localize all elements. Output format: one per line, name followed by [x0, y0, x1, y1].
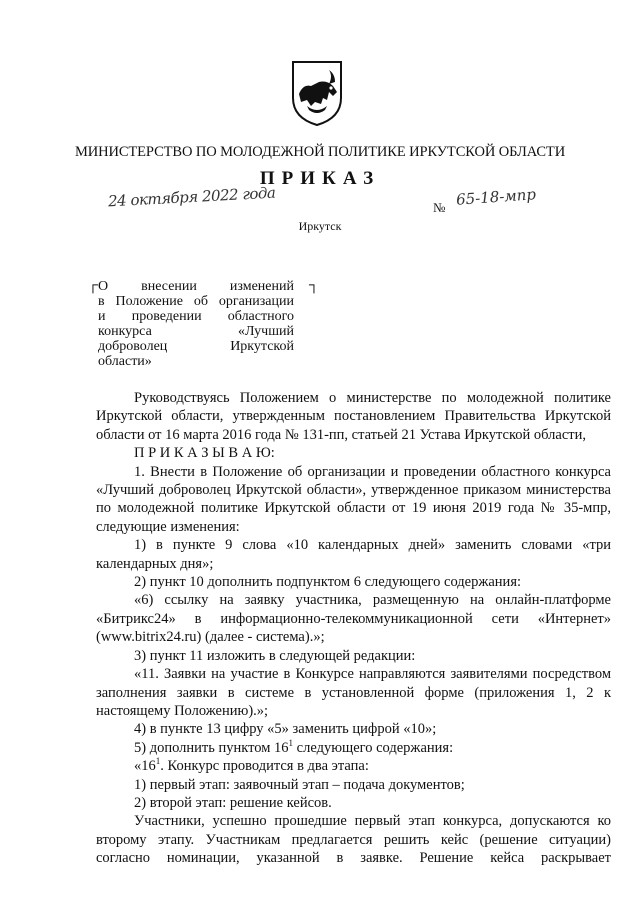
subject-line: О внесении изменений [98, 279, 294, 294]
quoted-text-6: «6) ссылку на заявку участника, размещенную на онлайн-платформе «Битрикс24» в информационно-телекоммуникационной сети «Интернет» (www.bitrix24.ru) (далее - система).»; [96, 592, 611, 646]
order-body [96, 389, 611, 868]
coat-of-arms-emblem [289, 58, 345, 128]
order-word: П Р И К А З Ы В А Ю: [134, 445, 275, 462]
order-subject [98, 279, 294, 369]
sub-clause-2: 2) пункт 10 дополнить подпунктом 6 следующего содержания: [134, 574, 522, 591]
participants-paragraph: Участники, успешно прошедшие первый этап конкурса, допускаются ко второму этапу. Участникам предлагается решить кейс (решение ситуации) согласно номинации, указанной в заявке. Решение кейса раскрывает [96, 813, 611, 867]
quoted-text-11: «11. Заявки на участие в Конкурсе направляются заявителями посредством заполнения заявки в системе в установленной форме (приложения 1, 2 к настоящему Положению).»; [96, 666, 611, 719]
preamble-paragraph: Руководствуясь Положением о министерстве по молодежной политике Иркутской области, утвержденным постановлением Правительства Иркутской области от 16 марта 2016 года № 131-пп, статьей 21 Устава Иркутской области, [96, 390, 611, 443]
sub-clause-4: 4) в пункте 13 цифру «5» заменить цифрой «10»; [134, 721, 437, 738]
sub-clause-3: 3) пункт 11 изложить в следующей редакции: [134, 647, 416, 664]
quoted-text-16-1: «$16^1$. Конкурс проводится в два этапа: [134, 756, 369, 775]
stage-1: 1) первый этап: заявочный этап – подача документов; [134, 776, 465, 793]
sub-clause-5: 5) дополнить пунктом $16^1$ следующего содержания: [134, 737, 454, 756]
corner-mark-left: ┌ [88, 278, 98, 293]
subject-line: области» [98, 354, 152, 369]
subject-line: доброволец Иркутской [98, 339, 294, 354]
subject-line: конкурса «Лучший [98, 324, 294, 339]
stage-2: 2) второй этап: решение кейсов. [134, 794, 332, 811]
city-name: Иркутск [298, 219, 342, 233]
ministry-name: МИНИСТЕРСТВО ПО МОЛОДЕЖНОЙ ПОЛИТИКЕ ИРКУТСКОЙ ОБЛАСТИ [74, 144, 566, 160]
number-label: № [433, 200, 446, 215]
handwritten-date: 24 октября 2022 года [107, 183, 276, 211]
sub-clause-1: 1) в пункте 9 слова «10 календарных дней» заменить словами «три календарных дня»; [96, 537, 611, 572]
subject-line: и проведении областного [98, 309, 294, 324]
subject-line: в Положение об организации [98, 294, 294, 309]
handwritten-number: 65-18-мпр [455, 185, 537, 209]
document-title: ПРИКАЗ [259, 168, 381, 189]
corner-mark-right: ┐ [309, 278, 319, 293]
clause-1: 1. Внести в Положение об организации и проведении областного конкурса «Лучший доброволец Иркутской области», утвержденное приказом министерства по молодежной политике Иркутской области от 19 июня 2019 года № 35-мпр, следующие изменения: [96, 463, 611, 535]
coat-of-arms-icon [289, 58, 345, 128]
